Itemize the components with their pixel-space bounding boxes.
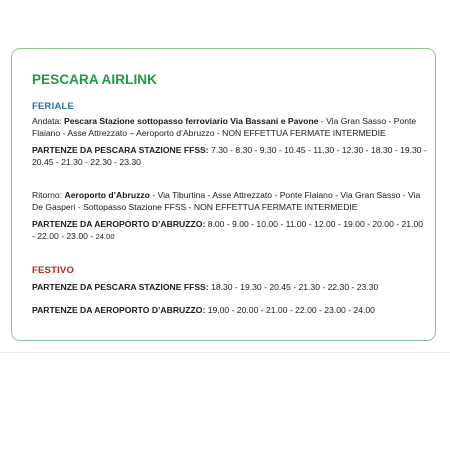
festivo-heading: FESTIVO [32,265,75,276]
festivo-aeroporto-times: 19.00 - 20.00 - 21.00 - 22.00 - 23.00 - 24.00 [205,305,375,315]
feriale-pescara-departures [32,144,428,168]
feriale-heading: FERIALE [32,101,75,112]
feriale-aeroporto-last-time: 24.00 [95,232,115,241]
feriale-pescara-times: 7.30 - 8.30 - 9.30 - 10.45 - 11.30 - 12.30 - 18.30 - 19.30 - 20.45 - 21.30 - 22.30 - 23.30 [32,145,427,167]
timetable-card [11,48,436,341]
feriale-pescara-label: PARTENZE DA PESCARA STAZIONE FFSS: [32,145,209,155]
andata-route [32,115,428,139]
festivo-aeroporto-departures [32,304,428,316]
festivo-pescara-departures [32,281,428,293]
festivo-aeroporto-label: PARTENZE DA AEROPORTO D’ABRUZZO: [32,305,206,315]
page-title: PESCARA AIRLINK [32,72,158,87]
ritorno-route [32,189,428,213]
ritorno-stops: - Via Tiburtina - Asse Attrezzato - Ponte Flaiano - Via Gran Sasso - Via De Gasperi - Sottopasso Stazione FFSS - NON EFFETTUA FERMATE INTERMEDIE [32,190,421,212]
festivo-pescara-label: PARTENZE DA PESCARA STAZIONE FFSS: [32,282,209,292]
andata-origin: Pescara Stazione sottopasso ferroviario Via Bassani e Pavone [64,116,319,126]
ritorno-origin: Aeroporto d’Abruzzo [64,190,150,200]
feriale-aeroporto-times: 8.00 - 9.00 - 10.00 - 11.00 - 12.00 - 19.00 - 20.00 - 21.00 - 22.00 - 23.00 - [32,219,424,241]
festivo-pescara-times: 18.30 - 19.30 - 20.45 - 21.30 - 22.30 - 23.30 [208,282,379,292]
feriale-aeroporto-label: PARTENZE DA AEROPORTO D’ABRUZZO: [32,219,206,229]
bottom-divider [0,352,450,353]
andata-label: Andata: [32,116,65,126]
ritorno-label: Ritorno: [32,190,65,200]
andata-stops: - Via Gran Sasso - Ponte Flaiano - Asse Attrezzato – Aeroporto d’Abruzzo - NON EFFETTUA FERMATE INTERMEDIE [32,116,417,138]
feriale-aeroporto-departures [32,218,428,243]
